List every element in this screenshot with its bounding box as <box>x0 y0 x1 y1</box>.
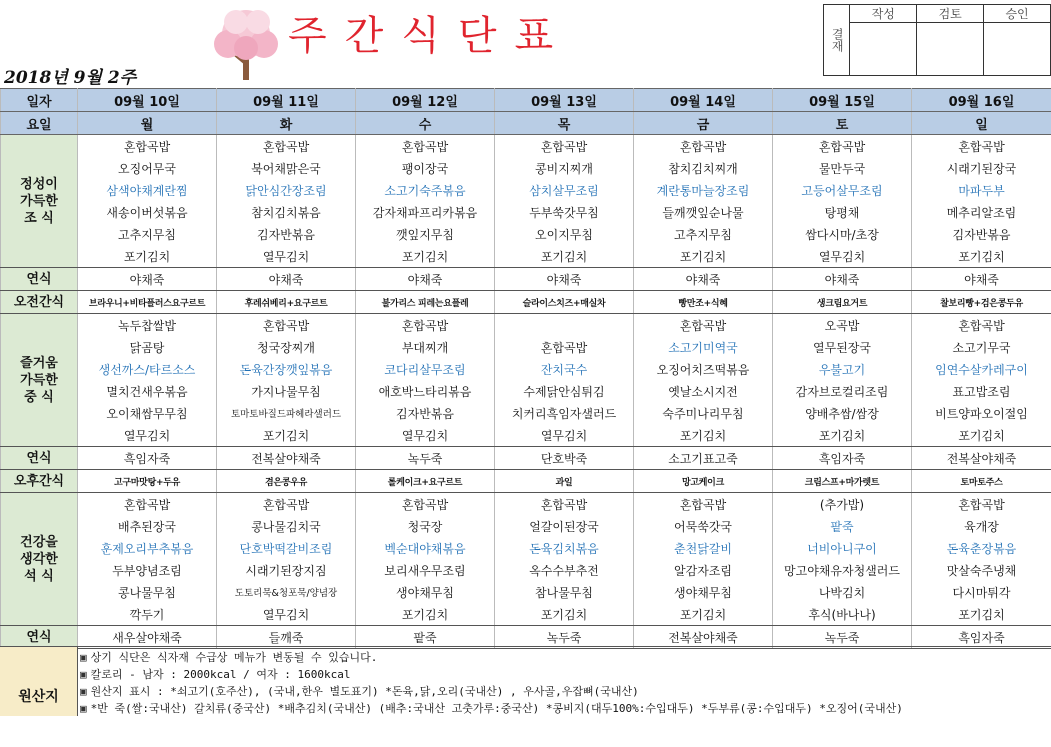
snack_pm-item: 과일 <box>495 470 634 493</box>
menu-item <box>495 314 634 337</box>
menu-item: 김자반볶음 <box>217 223 356 245</box>
date-cell: 09월 16일 <box>912 89 1051 112</box>
menu-item: 나박김치 <box>773 581 912 603</box>
menu-item: 돈육간장깻잎볶음 <box>217 358 356 380</box>
porridge2-item: 흑임자죽 <box>78 447 217 470</box>
menu-item: 알감자조림 <box>634 559 773 581</box>
porridge1-item: 야채죽 <box>78 268 217 291</box>
porridge3-item: 새우살야채죽 <box>78 626 217 649</box>
menu-item: 얼갈이된장국 <box>495 515 634 537</box>
menu-item: 시래기된장국 <box>912 157 1051 179</box>
approval-sign-review[interactable] <box>917 23 984 76</box>
menu-item: 혼합곡밥 <box>78 135 217 158</box>
porridge1-row <box>1 268 1051 291</box>
menu-item: 두부쑥갓무침 <box>495 201 634 223</box>
porridge3-item: 녹두죽 <box>773 626 912 649</box>
note-text: *반 죽(쌀:국내산) 갈치류(중국산) *배추김치(국내산) (배추:국내산 고춧가루:중국산) *콩비지(대두100%:수입대두) *두부류(콩:수입대두) *오징어(국내산) <box>91 702 903 715</box>
menu-item: 열무된장국 <box>773 336 912 358</box>
menu-item: 우불고기 <box>773 358 912 380</box>
menu-item: 닭곰탕 <box>78 336 217 358</box>
menu-item: 팥죽 <box>773 515 912 537</box>
menu-item: 춘천닭갈비 <box>634 537 773 559</box>
origin-label: 원산지 <box>0 647 78 716</box>
porridge2-item: 전복살야채죽 <box>912 447 1051 470</box>
note-line <box>80 683 639 700</box>
notes-section <box>0 646 1051 716</box>
snack_am-item: 불가리스 피레는요플레 <box>356 291 495 314</box>
menu-item: 맛살숙주냉채 <box>912 559 1051 581</box>
dinner-label <box>1 493 78 626</box>
soft-meal-label: 연식 <box>1 626 78 649</box>
menu-item: 콩비지찌개 <box>495 157 634 179</box>
menu-item: 청국장 <box>356 515 495 537</box>
menu-item: 열무김치 <box>217 245 356 268</box>
menu-item: 소고기숙주볶음 <box>356 179 495 201</box>
menu-item: 계란통마늘장조림 <box>634 179 773 201</box>
menu-item: 혼합곡밥 <box>217 493 356 516</box>
porridge3-item: 녹두죽 <box>495 626 634 649</box>
lunch-label-line: 즐거움 <box>1 355 77 372</box>
snack_am-item: 후레쉬베리+요구르트 <box>217 291 356 314</box>
menu-item: 옛날소시지전 <box>634 380 773 402</box>
approval-sign-approve[interactable] <box>984 23 1051 76</box>
menu-item: 혼합곡밥 <box>217 135 356 158</box>
snack_am-item: 슬라이스치즈+매실차 <box>495 291 634 314</box>
snack_pm-item: 망고케이크 <box>634 470 773 493</box>
lunch-label <box>1 314 78 447</box>
menu-item: 메추리알조림 <box>912 201 1051 223</box>
breakfast-row <box>1 179 1051 201</box>
menu-item: 물만두국 <box>773 157 912 179</box>
menu-item: 혼합곡밥 <box>495 336 634 358</box>
menu-item: 혼합곡밥 <box>356 314 495 337</box>
menu-item: 녹두찹쌀밥 <box>78 314 217 337</box>
menu-item: 어묵쑥갓국 <box>634 515 773 537</box>
menu-item: 새송이버섯볶음 <box>78 201 217 223</box>
menu-item: 벡순대야채볶음 <box>356 537 495 559</box>
note-line <box>80 700 903 717</box>
menu-table <box>0 88 1051 649</box>
porridge1-item: 야채죽 <box>217 268 356 291</box>
dinner-row <box>1 515 1051 537</box>
lunch-row <box>1 358 1051 380</box>
menu-item: 소고기미역국 <box>634 336 773 358</box>
date-cell: 09월 12일 <box>356 89 495 112</box>
breakfast-label-line: 가득한 <box>1 193 77 210</box>
porridge3-item: 팥죽 <box>356 626 495 649</box>
menu-item: 수제닭안심튀김 <box>495 380 634 402</box>
menu-item: 훈제오리부추볶음 <box>78 537 217 559</box>
menu-item: 망고야채유자청샐러드 <box>773 559 912 581</box>
date-cell: 09월 14일 <box>634 89 773 112</box>
menu-item: 혼합곡밥 <box>78 493 217 516</box>
menu-item: 두부양념조림 <box>78 559 217 581</box>
menu-item: 육개장 <box>912 515 1051 537</box>
menu-item: 포기김치 <box>773 424 912 447</box>
date-cell: 09월 11일 <box>217 89 356 112</box>
menu-item: 깍두기 <box>78 603 217 626</box>
menu-item: 열무김치 <box>495 424 634 447</box>
menu-item: 오이채쌈무무침 <box>78 402 217 424</box>
porridge1-item: 야채죽 <box>634 268 773 291</box>
porridge2-item: 단호박죽 <box>495 447 634 470</box>
menu-item: 콩나물무침 <box>78 581 217 603</box>
menu-item: 임연수살카레구이 <box>912 358 1051 380</box>
note-text: 원산지 표시 : *쇠고기(호주산), (국내,한우 별도표기) *돈육,닭,오리(국내산) , 우사골,우잡뼈(국내산) <box>91 685 639 698</box>
approval-box <box>823 4 1051 76</box>
menu-item: 옥수수부추전 <box>495 559 634 581</box>
cherry-blossom-tree-icon <box>210 4 282 84</box>
menu-item: 김자반볶음 <box>356 402 495 424</box>
menu-item: 표고밥조림 <box>912 380 1051 402</box>
menu-item: 오곡밥 <box>773 314 912 337</box>
menu-item: 포기김치 <box>912 424 1051 447</box>
menu-item: 혼합곡밥 <box>495 493 634 516</box>
menu-item: (추가밥) <box>773 493 912 516</box>
menu-item: 혼합곡밥 <box>356 135 495 158</box>
weekday-row <box>1 112 1051 135</box>
menu-item: 열무김치 <box>773 245 912 268</box>
snack_am-item: 브라우니+비타플러스요구르트 <box>78 291 217 314</box>
menu-item: 고등어살무조림 <box>773 179 912 201</box>
porridge3-item: 전복살야채죽 <box>634 626 773 649</box>
snack_pm-item: 토마토주스 <box>912 470 1051 493</box>
menu-item: 생야채무침 <box>634 581 773 603</box>
snack_am-row <box>1 291 1051 314</box>
breakfast-label-line: 정성이 <box>1 176 77 193</box>
menu-item: 단호박떡갈비조림 <box>217 537 356 559</box>
breakfast-row <box>1 223 1051 245</box>
porridge3-item: 흑임자죽 <box>912 626 1051 649</box>
menu-item: 감자채파프리카볶음 <box>356 201 495 223</box>
dinner-row <box>1 603 1051 626</box>
menu-item: 혼합곡밥 <box>634 135 773 158</box>
menu-item: 혼합곡밥 <box>217 314 356 337</box>
menu-item: 보리새우무조림 <box>356 559 495 581</box>
menu-item: 부대찌개 <box>356 336 495 358</box>
menu-item: 배추된장국 <box>78 515 217 537</box>
menu-item: 팽이장국 <box>356 157 495 179</box>
approval-sign-writer[interactable] <box>850 23 917 76</box>
menu-item: 포기김치 <box>634 603 773 626</box>
snack_pm-item: 크림스프+마가렛트 <box>773 470 912 493</box>
menu-item: 콩나물김치국 <box>217 515 356 537</box>
menu-item: 코다리살무조림 <box>356 358 495 380</box>
porridge1-item: 야채죽 <box>773 268 912 291</box>
checkbox-mark-icon: ▣ <box>80 702 87 715</box>
menu-item: 멸치건새우볶음 <box>78 380 217 402</box>
menu-item: 포기김치 <box>217 424 356 447</box>
afternoon-snack-label: 오후간식 <box>1 470 78 493</box>
menu-item: 감자브로컬리조림 <box>773 380 912 402</box>
menu-item: 북어채맑은국 <box>217 157 356 179</box>
menu-item: 열무김치 <box>78 424 217 447</box>
menu-item: 포기김치 <box>912 603 1051 626</box>
lunch-row <box>1 402 1051 424</box>
snack_am-item: 생크림요거트 <box>773 291 912 314</box>
menu-item: 참나물무침 <box>495 581 634 603</box>
menu-item: 포기김치 <box>634 424 773 447</box>
dinner-label-line: 생각한 <box>1 551 77 568</box>
menu-item: 양배추쌈/쌈장 <box>773 402 912 424</box>
menu-item: 참치김치찌개 <box>634 157 773 179</box>
menu-item: 포기김치 <box>634 245 773 268</box>
menu-item: 포기김치 <box>356 603 495 626</box>
porridge1-item: 야채죽 <box>495 268 634 291</box>
approval-col-review: 검토 <box>917 5 984 23</box>
checkbox-mark-icon: ▣ <box>80 651 87 664</box>
porridge2-item: 전복살야채죽 <box>217 447 356 470</box>
porridge1-item: 야채죽 <box>912 268 1051 291</box>
soft-meal-label: 연식 <box>1 268 78 291</box>
menu-item: 닭안심간장조림 <box>217 179 356 201</box>
breakfast-row <box>1 201 1051 223</box>
note-text: 상기 식단은 식자재 수급상 메뉴가 변동될 수 있습니다. <box>91 651 378 664</box>
menu-item: 토마토바질드파헤라샐러드 <box>217 402 356 424</box>
menu-item: 마파두부 <box>912 179 1051 201</box>
menu-item: 참치김치볶음 <box>217 201 356 223</box>
note-text: 칼로리 - 남자 : 2000kcal / 여자 : 1600kcal <box>91 668 351 681</box>
weekday-cell: 수 <box>356 112 495 135</box>
menu-item: 삼색야채계란찜 <box>78 179 217 201</box>
snack_pm-item: 고구마맛탕+두유 <box>78 470 217 493</box>
menu-item: 혼합곡밥 <box>356 493 495 516</box>
weekday-cell: 월 <box>78 112 217 135</box>
menu-item: 포기김치 <box>78 245 217 268</box>
menu-item: 혼합곡밥 <box>912 135 1051 158</box>
snack_pm-item: 롤케이크+요구르트 <box>356 470 495 493</box>
snack_pm-item: 겸은콩우유 <box>217 470 356 493</box>
menu-item: 애호박느타리볶음 <box>356 380 495 402</box>
approval-col-writer: 작성 <box>850 5 917 23</box>
date-cell: 09월 13일 <box>495 89 634 112</box>
menu-item: 다시마튀각 <box>912 581 1051 603</box>
porridge1-item: 야채죽 <box>356 268 495 291</box>
menu-item: 돈육춘장볶음 <box>912 537 1051 559</box>
date-row <box>1 89 1051 112</box>
menu-item: 고추지무침 <box>634 223 773 245</box>
menu-item: 깻잎지무침 <box>356 223 495 245</box>
menu-item: 포기김치 <box>912 245 1051 268</box>
menu-item: 열무김치 <box>356 424 495 447</box>
breakfast-label <box>1 135 78 268</box>
menu-item: 너비아니구이 <box>773 537 912 559</box>
breakfast-row <box>1 135 1051 158</box>
date-cell: 09월 15일 <box>773 89 912 112</box>
menu-item: 소고기무국 <box>912 336 1051 358</box>
snack_am-item: 빵만조+식혜 <box>634 291 773 314</box>
menu-item: 혼합곡밥 <box>773 135 912 158</box>
lunch-label-line: 중 식 <box>1 389 77 406</box>
menu-item: 혼합곡밥 <box>912 314 1051 337</box>
lunch-row <box>1 314 1051 337</box>
lunch-label-line: 가득한 <box>1 372 77 389</box>
header <box>0 0 1051 88</box>
porridge2-item: 흑임자죽 <box>773 447 912 470</box>
menu-item: 쌈다시마/초장 <box>773 223 912 245</box>
menu-item: 시래기된장지짐 <box>217 559 356 581</box>
date-cell: 09월 10일 <box>78 89 217 112</box>
menu-item: 숙주미나리무침 <box>634 402 773 424</box>
weekday-cell: 토 <box>773 112 912 135</box>
snack_am-item: 찰보리빵+검은콩두유 <box>912 291 1051 314</box>
weekday-cell: 목 <box>495 112 634 135</box>
menu-item: 포기김치 <box>495 603 634 626</box>
menu-item: 오이지무침 <box>495 223 634 245</box>
weekday-cell: 일 <box>912 112 1051 135</box>
menu-item: 돈육김치볶음 <box>495 537 634 559</box>
page-title: 주간식단표 <box>288 4 571 61</box>
porridge2-row <box>1 447 1051 470</box>
note-line <box>80 666 350 683</box>
lunch-row <box>1 336 1051 358</box>
approval-side-label: 결재 <box>824 5 850 76</box>
menu-item: 김자반볶음 <box>912 223 1051 245</box>
breakfast-row <box>1 245 1051 268</box>
week-label: 2018년 9월 2주 <box>4 63 136 88</box>
dinner-row <box>1 581 1051 603</box>
porridge2-item: 녹두죽 <box>356 447 495 470</box>
menu-item: 생선까스/타르소스 <box>78 358 217 380</box>
breakfast-label-line: 조 식 <box>1 210 77 227</box>
menu-item: 생야채무침 <box>356 581 495 603</box>
menu-item: 청국장찌개 <box>217 336 356 358</box>
soft-meal-label: 연식 <box>1 447 78 470</box>
lunch-row <box>1 424 1051 447</box>
breakfast-row <box>1 157 1051 179</box>
note-line <box>80 649 377 666</box>
menu-item: 삼치살무조림 <box>495 179 634 201</box>
menu-item: 오징어무국 <box>78 157 217 179</box>
morning-snack-label: 오전간식 <box>1 291 78 314</box>
menu-item: 혼합곡밥 <box>495 135 634 158</box>
menu-item: 가지나물무침 <box>217 380 356 402</box>
snack_pm-row <box>1 470 1051 493</box>
menu-item: 고추지무침 <box>78 223 217 245</box>
day-col-label: 요일 <box>1 112 78 135</box>
weekday-cell: 화 <box>217 112 356 135</box>
porridge2-item: 소고기표고죽 <box>634 447 773 470</box>
menu-item: 후식(바나나) <box>773 603 912 626</box>
menu-item: 비트양파오이절임 <box>912 402 1051 424</box>
approval-col-approve: 승인 <box>984 5 1051 23</box>
menu-item: 도토리묵&청포묵/양념장 <box>217 581 356 603</box>
menu-item: 오징어치즈떡볶음 <box>634 358 773 380</box>
checkbox-mark-icon: ▣ <box>80 668 87 681</box>
dinner-label-line: 건강을 <box>1 534 77 551</box>
menu-item: 치커리흑임자샐러드 <box>495 402 634 424</box>
menu-item: 열무김치 <box>217 603 356 626</box>
menu-item: 포기김치 <box>356 245 495 268</box>
date-col-label: 일자 <box>1 89 78 112</box>
dinner-label-line: 석 식 <box>1 568 77 585</box>
menu-item: 포기김치 <box>495 245 634 268</box>
menu-item: 탕평채 <box>773 201 912 223</box>
menu-item: 혼합곡밥 <box>634 314 773 337</box>
checkbox-mark-icon: ▣ <box>80 685 87 698</box>
dinner-row <box>1 537 1051 559</box>
dinner-row <box>1 493 1051 516</box>
porridge3-item: 들깨죽 <box>217 626 356 649</box>
menu-item: 혼합곡밥 <box>634 493 773 516</box>
menu-item: 잔치국수 <box>495 358 634 380</box>
dinner-row <box>1 559 1051 581</box>
weekday-cell: 금 <box>634 112 773 135</box>
menu-item: 혼합곡밥 <box>912 493 1051 516</box>
menu-item: 들깨깻잎순나물 <box>634 201 773 223</box>
lunch-row <box>1 380 1051 402</box>
